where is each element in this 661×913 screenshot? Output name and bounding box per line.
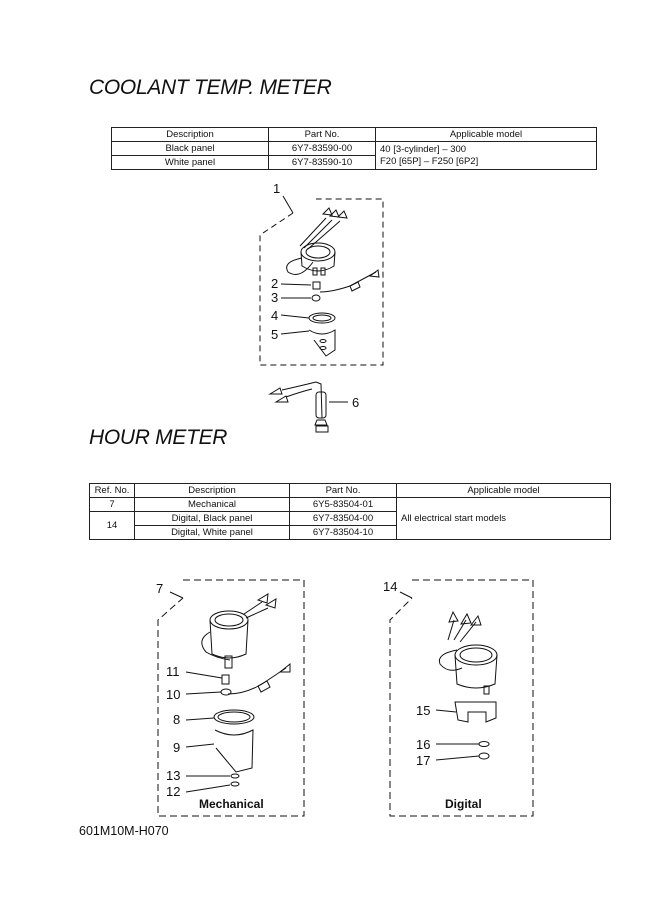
col-header-applicable: Applicable model [376,128,597,142]
leader-line [283,196,293,213]
coolant-meter-diagram [260,196,383,432]
callout-9: 9 [173,740,181,755]
cell-description: Digital, White panel [135,526,290,540]
col-header-applicable: Applicable model [397,484,611,498]
cell-description: Mechanical [135,498,290,512]
cell-description: Digital, Black panel [135,512,290,526]
col-header-part-no: Part No. [290,484,397,498]
callout-10: 10 [166,687,181,702]
callout-14: 14 [383,579,398,594]
col-header-description: Description [135,484,290,498]
callout-15: 15 [416,703,431,718]
callout-8: 8 [173,712,181,727]
callout-1: 1 [273,181,281,196]
callout-12: 12 [166,784,181,799]
callout-16: 16 [416,737,431,752]
cell-part-no: 6Y7-83590-10 [269,156,376,170]
cell-part-no: 6Y7-83504-00 [290,512,397,526]
digital-hour-meter-diagram [390,580,533,816]
callout-17: 17 [416,753,431,768]
coolant-section-title: COOLANT TEMP. METER [89,76,332,99]
col-header-part-no: Part No. [269,128,376,142]
callout-5: 5 [271,327,279,342]
hour-section-title: HOUR METER [89,426,228,449]
mechanical-label: Mechanical [199,797,264,811]
callout-2: 2 [271,276,279,291]
col-header-description: Description [112,128,269,142]
callout-3: 3 [271,290,279,305]
part-3 [312,295,320,301]
callout-7: 7 [156,581,164,596]
cell-part-no: 6Y5-83504-01 [290,498,397,512]
callout-4: 4 [271,308,279,323]
cell-part-no: 6Y7-83504-10 [290,526,397,540]
part-16 [479,742,489,747]
col-header-ref: Ref. No. [90,484,135,498]
cell-part-no: 6Y7-83590-00 [269,142,376,156]
part-11 [222,675,229,684]
cell-ref: 7 [90,498,135,512]
callout-11: 11 [166,664,180,679]
callout-13: 13 [166,768,181,783]
part-17 [479,753,489,759]
cell-description: White panel [112,156,269,170]
cell-ref: 14 [90,512,135,540]
digital-label: Digital [445,797,482,811]
part-15 [455,702,496,722]
part-5 [309,330,335,356]
cell-description: Black panel [112,142,269,156]
footer-code: 601M10M-H070 [79,824,169,838]
cell-applicable: All electrical start models [397,498,611,540]
part-10 [221,689,231,695]
part-9 [215,730,253,772]
applicable-line-2: F20 [65P] – F250 [6P2] [380,155,479,167]
callout-6: 6 [352,395,360,410]
dashed-boundary [390,580,533,816]
applicable-line-1: 40 [3-cylinder] – 300 [380,143,467,155]
part-2 [313,282,320,289]
